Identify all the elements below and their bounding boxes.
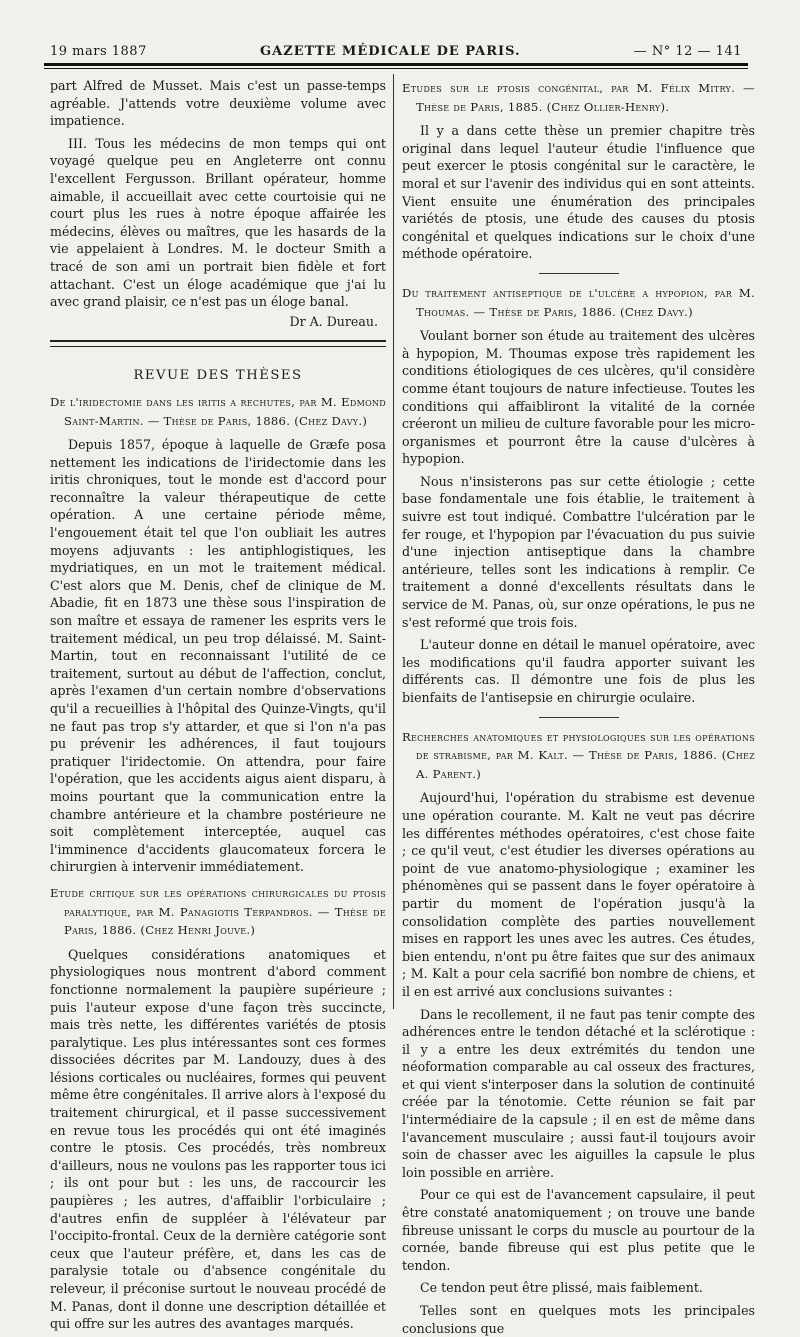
thesis-body-strabisme-5: Telles sont en quelques mots les principales conclusions que [402,1303,755,1336]
thesis-heading-strabisme: Recherches anatomiques et physiologiques sur les opérations de strabisme, par M. Kalt. — Thèse de Paris, 1886. (Chez A. Parent.) [402,729,755,781]
running-head [50,44,742,62]
right-column [402,77,755,1336]
header-rule-thick [44,63,748,66]
issue-date: 19 mars 1887 [50,44,147,59]
section-separator [50,340,386,342]
thesis-body-ptosis-congenital: Il y a dans cette thèse un premier chapitre très original dans lequel l'auteur étudie l'influence que peut exercer le ptosis congénital sur le caractère, le moral et sur l'avenir des individus qui en sont atteints. Vient ensuite une énumération des principales variétés de ptosis, une étude des causes du ptosis congénital et quelques indications sur le choix d'une méthode opératoire. [402,123,755,262]
column-divider [393,74,394,1009]
left-column [50,77,386,1332]
thesis-body-hypopion-2: Nous n'insisterons pas sur cette étiologie ; cette base fondamentale une fois établie, le traitement à suivre est tout indiqué. Combattre l'ulcération par le fer rouge, et l'hypopion par l'évacuation du pus suivie d'une injection antiseptique dans la chambre antérieure, telles sont les indications à remplir. Ce traitement a donné d'excellents résultats dans le service de M. Panas, où, sur onze opérations, le pus ne s'est reformé que trois fois. [402,473,755,630]
thesis-heading-ptosis-paralytique: Etude critique sur les opérations chirurgicales du ptosis paralytique, par M. Panagiotis Terpandros. — Thèse de Paris, 1886. (Chez Henri Jouve.) [50,885,386,938]
journal-title: GAZETTE MÉDICALE DE PARIS. [260,44,521,59]
issue-page-number: — N° 12 — 141 [633,44,742,59]
thesis-heading-hypopion: Du traitement antiseptique de l'ulcère a hypopion, par M. Thoumas. — Thèse de Paris, 1886. (Chez Davy.) [402,285,755,319]
section-title: REVUE DES THÈSES [133,368,303,384]
thesis-body-strabisme-3: Pour ce qui est de l'avancement capsulaire, il peut être constaté anatomiquement ; on trouve une bande fibreuse unissant le corps du muscle au pourtour de la cornée, bande fibreuse qui est plus petite que le tendon. [402,1187,755,1273]
entry-divider [539,273,619,274]
section-separator-thin [50,346,386,347]
thesis-body-strabisme-4: Ce tendon peut être plissé, mais faiblement. [420,1280,703,1296]
entry-divider-2 [539,717,619,718]
thesis-body-hypopion-1: Voulant borner son étude au traitement des ulcères à hypopion, M. Thoumas expose très rapidement les conditions étiologiques de ces ulcères, qu'il considère comme étant toujours de nature infectieuse. Toutes les conditions qui affaibliront la vitalité de la cornée créeront un milieu de culture favorable pour les micro-organismes et pourront être la cause d'ulcères à hypopion. [402,328,755,467]
signature: Dr A. Dureau. [289,313,378,329]
thesis-body-strabisme-1: Aujourd'hui, l'opération du strabisme est devenue une opération courante. M. Kalt ne veut pas décrire les différentes méthodes opératoires, c'est chose faite ; ce qu'il veut, c'est étudier les diverses opérations au point de vue anatomo-physiologique ; examiner les phénomènes qui se passent dans le foyer opératoire à partir du moment de l'opération jusqu'à la consolidation complète des parties nouvellement mises en rapport les unes avec les autres. Ces études, bien entendu, n'ont pu être faites que sur des animaux ; M. Kalt a pour cela sacrifié bon nombre de chiens, et il en est arrivé aux conclusions suivantes : [402,790,755,999]
thesis-body-strabisme-2: Dans le recollement, il ne faut pas tenir compte des adhérences entre le tendon détaché et la sclérotique : il y a entre les deux extrémités du tendon une néoformation comparable au cal osseux des fractures, et qui vient s'interposer dans la solution de continuité créée par la ténotomie. Cette réunion se fait par l'intermédiaire de la capsule ; il en est de même dans l'avancement musculaire ; aussi faut-il toujours avoir soin de chasser avec les aiguilles la capsule le plus loin possible en arrière. [402,1006,755,1180]
thesis-body-ptosis-paralytique: Quelques considérations anatomiques et physiologiques nous montrent d'abord comment fonctionne normalement la paupière supérieure ; puis l'auteur expose d'une façon très succincte, mais très nette, les différentes variétés de ptosis paralytique. Les plus intéressantes sont ces formes dissociées décrites par M. Landouzy, dues à des lésions corticales ou nucléaires, formes qui peuvent même être congénitales. Il arrive alors à l'exposé du traitement chirurgical, et il passe successivement en revue tous les procédés qui ont été imaginés contre le ptosis. Ces procédés, très nombreux d'ailleurs, nous ne voulons pas les rapporter tous ici ; ils ont pour but : les uns, de raccourcir les paupières ; les autres, d'affaiblir l'orbiculaire ; d'autres enfin de suppléer à l'élévateur par l'occipito-frontal. Ceux de la dernière catégorie sont ceux que l'auteur préfère, et, dans les cas de paralysie totale ou d'absence congénitale du releveur, il préconise surtout le nouveau procédé de M. Panas, dont il donne une description détaillée et qui offre sur les autres des avantages marqués. [50,946,386,1332]
thesis-heading-iridectomie: De l'iridectomie dans les iritis a rechutes, par M. Edmond Saint-Martin. — Thèse de Paris, 1886. (Chez Davy.) [50,394,386,428]
thesis-body-hypopion-3: L'auteur donne en détail le manuel opératoire, avec les modifications qu'il faudra apporter suivant les différents cas. Il démontre une fois de plus les bienfaits de l'antisepsie en chirurgie oculaire. [402,637,755,705]
thesis-heading-ptosis-congenital: Etudes sur le ptosis congénital, par M. Félix Mitry. — Thèse de Paris, 1885. (Chez Ollier-Henry). [402,81,755,114]
continued-paragraph: part Alfred de Musset. Mais c'est un passe-temps agréable. J'attends votre deuxième volume avec impatience. [50,78,386,129]
thesis-body-iridectomie: Depuis 1857, époque à laquelle de Græfe posa nettement les indications de l'iridectomie dans les iritis chroniques, tout le monde est d'accord pour reconnaître la valeur thérapeutique de cette opération. A une certaine période même, l'engouement était tel que l'on oubliait les autres moyens adjuvants : les antiphlogistiques, les mydriatiques, en un mot le traitement médical. C'est alors que M. Denis, chef de clinique de M. Abadie, fit en 1873 une thèse sous l'inspiration de son maître et essaya de ramener les esprits vers le traitement médical, un peu trop délaissé. M. Saint-Martin, tout en reconnaissant l'utilité de ce traitement, surtout au début de l'affection, conclut, après l'examen d'un certain nombre d'observations qu'il a recueillies à l'hôpital des Quinze-Vingts, qu'il ne faut pas trop s'y attarder, et que si l'on n'a pas pu prévenir les adhérences, il faut toujours pratiquer l'iridectomie. On attendra, pour faire l'opération, que les accidents aigus aient disparu, à moins pourtant que la communication entre la chambre antérieure et la chambre postérieure ne soit complètement interceptée, auquel cas l'imminence d'accidents glaucomateux forcera le chirurgien à intervenir immédiatement. [50,437,386,875]
header-rule-thin [44,68,748,69]
paragraph-fergusson: III. Tous les médecins de mon temps qui ont voyagé quelque peu en Angleterre ont connu l'excellent Fergusson. Brillant opérateur, homme aimable, il accueillait avec cette courtoisie qui ne court plus les rues à notre époque affairée les médecins, élèves ou maîtres, que les hasards de la vie appelaient à Londres. M. le docteur Smith a tracé de son ami un portrait bien fidèle et fort attachant. C'est un éloge académique que j'ai lu avec grand plaisir, ce n'est pas un éloge banal. [50,135,386,310]
